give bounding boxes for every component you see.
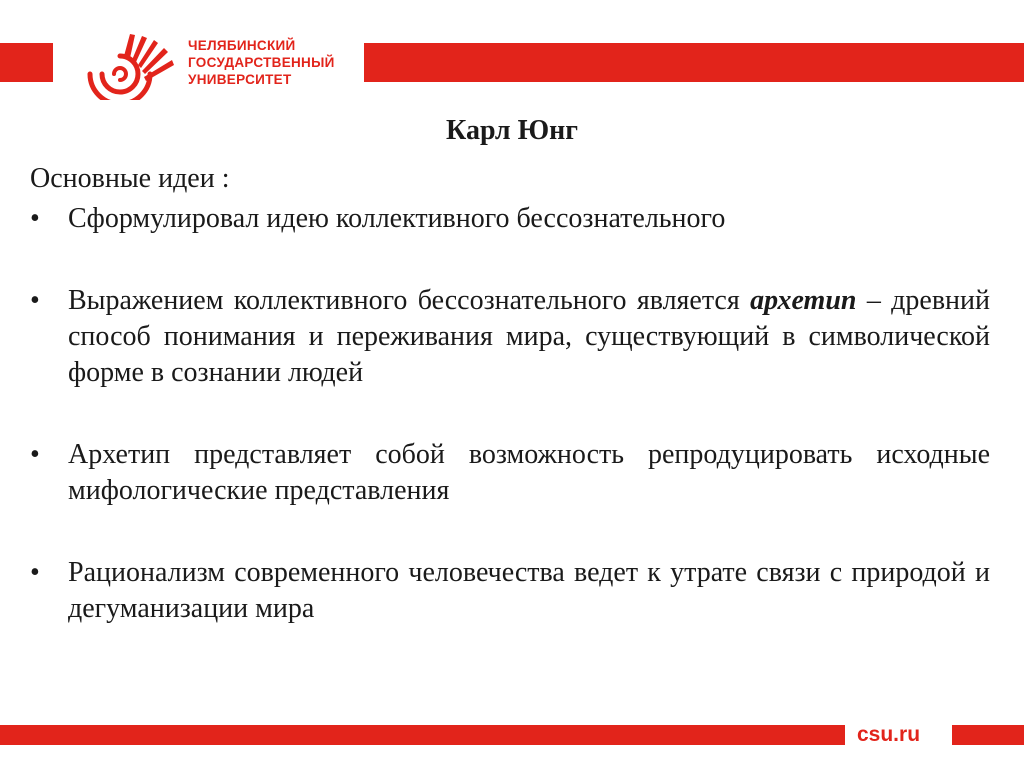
bullet-item-2 (30, 283, 990, 391)
bullet-text: Архетип представляет собой возможность репродуцировать исходные мифологические представления (68, 439, 990, 506)
bullet-marker: • (30, 557, 40, 588)
bullet-marker: • (30, 285, 40, 316)
csu-spiral-logo-icon (80, 30, 180, 100)
bullet-text: Сформулировал идею коллективного бессознательного (68, 203, 726, 234)
university-name (188, 37, 335, 88)
bullet-marker: • (30, 203, 40, 234)
footer-bar-right (952, 725, 1024, 745)
archetype-term: архетип (750, 285, 857, 316)
bullet-item-4 (30, 555, 990, 627)
slide-subtitle: Основные идеи : (30, 163, 230, 194)
bullet-text (68, 283, 990, 391)
bullet-text: Рационализм современного человечества ведет к утрате связи с природой и дегуманизации мира (68, 557, 990, 624)
university-name-line-3: УНИВЕРСИТЕТ (188, 72, 292, 87)
bullet-text-after: – древний способ понимания и переживания мира, существующий в символической форме в сознании людей (68, 285, 990, 388)
university-name-line-1: ЧЕЛЯБИНСКИЙ (188, 38, 296, 53)
header-bar-left (0, 43, 53, 82)
bullet-item-1 (30, 201, 990, 237)
bullet-list (30, 201, 990, 627)
slide-title: Карл Юнг (446, 115, 578, 146)
bullet-item-3 (30, 437, 990, 509)
university-name-line-2: ГОСУДАРСТВЕННЫЙ (188, 55, 335, 70)
header-bar-right (364, 43, 1024, 82)
bullet-marker: • (30, 439, 40, 470)
site-url[interactable]: csu.ru (857, 723, 921, 746)
bullet-text-before: Выражением коллективного бессознательного является (68, 285, 740, 316)
footer-bar-left (0, 725, 845, 745)
